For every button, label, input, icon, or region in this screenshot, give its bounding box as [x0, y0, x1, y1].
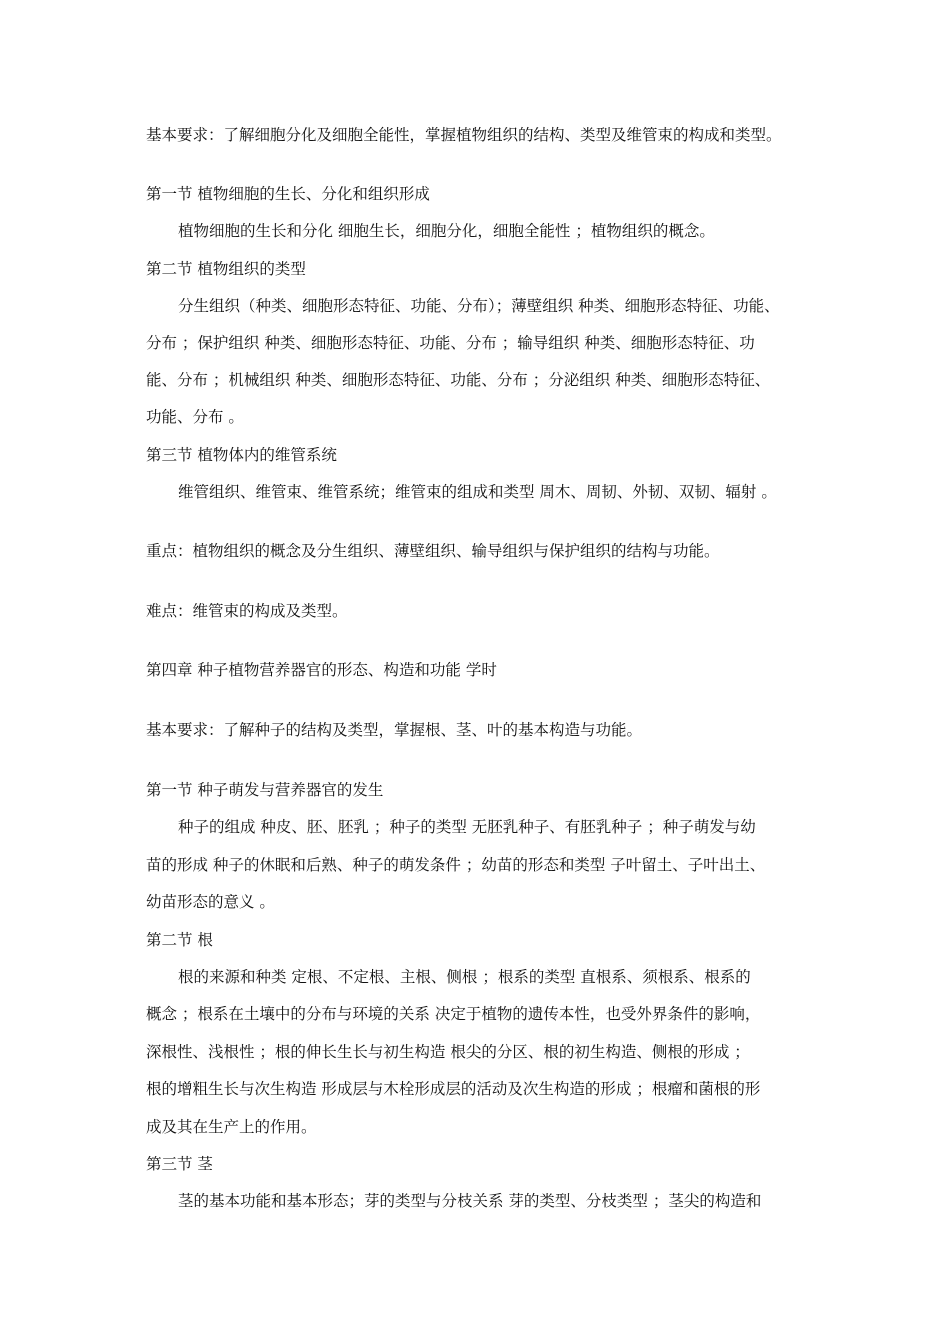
section-body-2-line-4: 功能、分布 。	[146, 408, 244, 426]
basic-requirements-ch4: 基本要求：了解种子的结构及类型，掌握根、茎、叶的基本构造与功能。	[146, 721, 643, 739]
ch4-section-body-2-line-5: 成及其在生产上的作用。	[146, 1118, 317, 1136]
ch4-section-body-3-line-1: 茎的基本功能和基本形态；芽的类型与分枝关系 芽的类型、分枝类型 ；茎尖的构造和	[178, 1192, 762, 1210]
ch4-section-body-2-line-1: 根的来源和种类 定根、不定根、主根、侧根 ；根系的类型 直根系、须根系、根系的	[178, 968, 751, 986]
ch4-section-body-2-line-4: 根的增粗生长与次生构造 形成层与木栓形成层的活动及次生构造的形成 ；根瘤和菌根的形	[146, 1080, 761, 1098]
ch4-section-body-2-line-2: 概念 ；根系在土壤中的分布与环境的关系 决定于植物的遗传本性，也受外界条件的影响，	[146, 1005, 761, 1023]
section-body-1: 植物细胞的生长和分化 细胞生长，细胞分化，细胞全能性 ；植物组织的概念。	[178, 222, 715, 240]
ch4-section-body-2-line-3: 深根性、浅根性 ；根的伸长生长与初生构造 根尖的分区、根的初生构造、侧根的形成 ；	[146, 1043, 750, 1061]
ch4-section-heading-3: 第三节 茎	[146, 1155, 213, 1173]
section-heading-2: 第二节 植物组织的类型	[146, 260, 306, 278]
section-heading-3: 第三节 植物体内的维管系统	[146, 446, 337, 464]
section-body-3: 维管组织、维管束、维管系统；维管束的组成和类型 周木、周韧、外韧、双韧、辐射 。	[178, 483, 777, 501]
section-body-2-line-3: 能、分布 ；机械组织 种类、细胞形态特征、功能、分布 ；分泌组织 种类、细胞形态特征、	[146, 371, 771, 389]
section-body-2-line-1: 分生组织（种类、细胞形态特征、功能、分布）；薄壁组织 种类、细胞形态特征、功能、	[178, 297, 780, 315]
ch4-section-heading-1: 第一节 种子萌发与营养器官的发生	[146, 781, 384, 799]
section-heading-1: 第一节 植物细胞的生长、分化和组织形成	[146, 185, 430, 203]
key-points: 重点：植物组织的概念及分生组织、薄壁组织、输导组织与保护组织的结构与功能。	[146, 542, 720, 560]
section-body-2-line-2: 分布 ；保护组织 种类、细胞形态特征、功能、分布 ；输导组织 种类、细胞形态特征、功	[146, 334, 755, 352]
difficult-points: 难点：维管束的构成及类型。	[146, 602, 348, 620]
basic-requirements-ch3: 基本要求：了解细胞分化及细胞全能性，掌握植物组织的结构、类型及维管束的构成和类型。	[146, 126, 782, 144]
ch4-section-body-1-line-3: 幼苗形态的意义 。	[146, 893, 275, 911]
ch4-section-heading-2: 第二节 根	[146, 931, 213, 949]
ch4-section-body-1-line-1: 种子的组成 种皮、胚、胚乳 ；种子的类型 无胚乳种子、有胚乳种子 ；种子萌发与幼	[178, 818, 756, 836]
chapter-heading-4: 第四章 种子植物营养器官的形态、构造和功能 学时	[146, 661, 497, 679]
ch4-section-body-1-line-2: 苗的形成 种子的休眠和后熟、种子的萌发条件 ；幼苗的形态和类型 子叶留土、子叶出土、	[146, 856, 766, 874]
